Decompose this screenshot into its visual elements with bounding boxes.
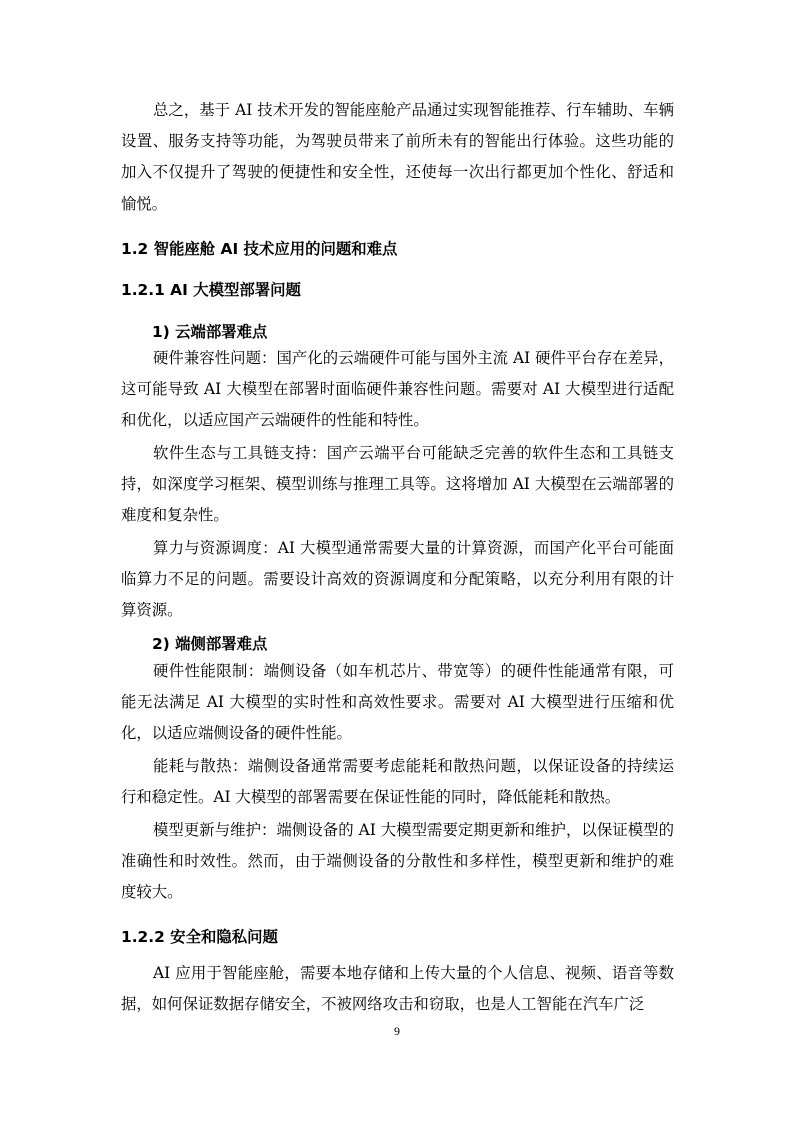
cloud-software-paragraph: 软件生态与工具链支持：国产云端平台可能缺乏完善的软件生态和工具链支持，如深度学习框架、模型训练与推理工具等。这将增加 AI 大模型在云端部署的难度和复杂性。 bbox=[121, 444, 674, 525]
section-heading-1-2-1: 1.2.1 AI 大模型部署问题 bbox=[121, 281, 301, 299]
cloud-hardware-paragraph: 硬件兼容性问题：国产化的云端硬件可能与国外主流 AI 硬件平台存在差异，这可能导致 AI 大模型在部署时面临硬件兼容性问题。需要对 AI 大模型进行适配和优化，以适应国产云端硬件的性能和特性。 bbox=[121, 349, 674, 430]
subheading-edge-deployment: 2) 端侧部署难点 bbox=[152, 635, 268, 653]
edge-update-paragraph: 模型更新与维护：端侧设备的 AI 大模型需要定期更新和维护，以保证模型的准确性和时效性。然而，由于端侧设备的分散性和多样性，模型更新和维护的难度较大。 bbox=[121, 821, 674, 902]
security-paragraph: AI 应用于智能座舱，需要本地存储和上传大量的个人信息、视频、语音等数据，如何保证数据存储安全，不被网络攻击和窃取，也是人工智能在汽车广泛 bbox=[121, 964, 674, 1014]
summary-paragraph: 总之，基于 AI 技术开发的智能座舱产品通过实现智能推荐、行车辅助、车辆设置、服务支持等功能，为驾驶员带来了前所未有的智能出行体验。这些功能的加入不仅提升了驾驶的便捷性和安全性，还使每一次出行都更加个性化、舒适和愉悦。 bbox=[121, 101, 674, 213]
subheading-cloud-deployment: 1) 云端部署难点 bbox=[152, 323, 268, 341]
edge-power-paragraph: 能耗与散热：端侧设备通常需要考虑能耗和散热问题，以保证设备的持续运行和稳定性。AI 大模型的部署需要在保证性能的同时，降低能耗和散热。 bbox=[121, 757, 674, 807]
section-heading-1-2-2: 1.2.2 安全和隐私问题 bbox=[121, 928, 278, 946]
page-number: 9 bbox=[394, 1024, 400, 1038]
edge-hardware-paragraph: 硬件性能限制：端侧设备（如车机芯片、带宽等）的硬件性能通常有限，可能无法满足 AI 大模型的实时性和高效性要求。需要对 AI 大模型进行压缩和优化，以适应端侧设备的硬件性能。 bbox=[121, 662, 674, 743]
section-heading-1-2: 1.2 智能座舱 AI 技术应用的问题和难点 bbox=[121, 240, 398, 258]
cloud-compute-paragraph: 算力与资源调度：AI 大模型通常需要大量的计算资源，而国产化平台可能面临算力不足的问题。需要设计高效的资源调度和分配策略，以充分利用有限的计算资源。 bbox=[121, 539, 674, 620]
